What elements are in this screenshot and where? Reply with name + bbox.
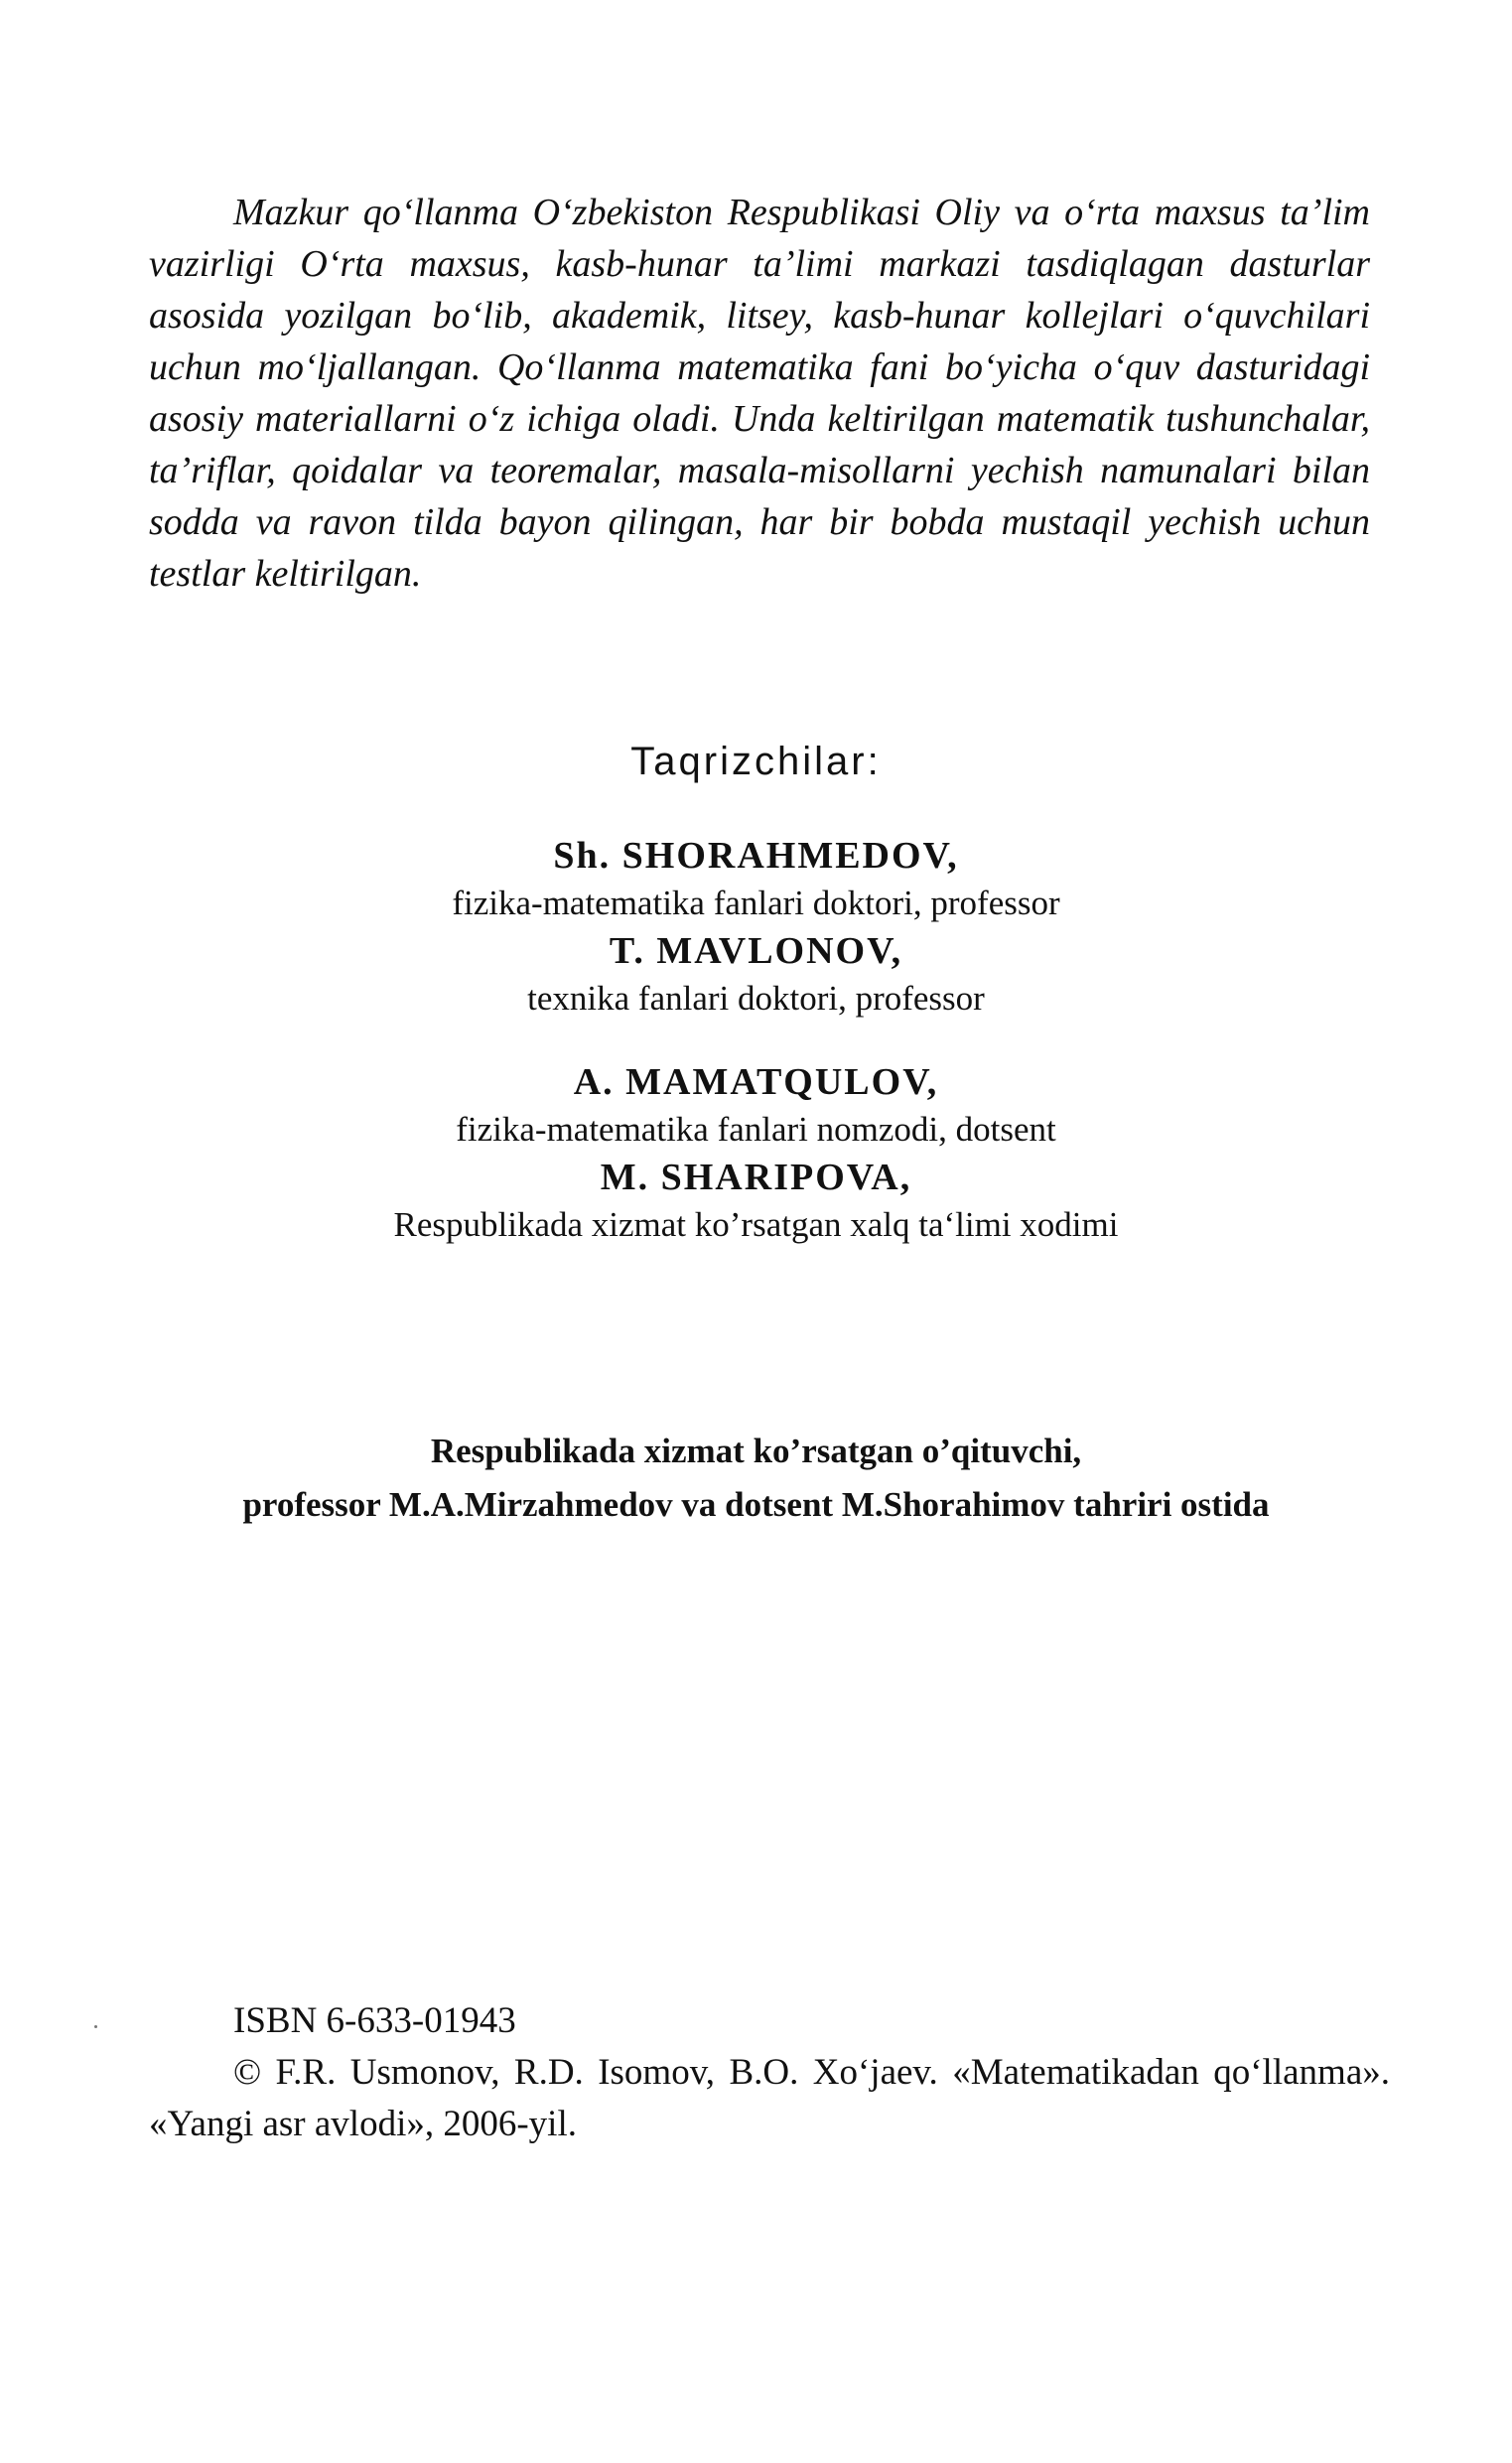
reviewer-title: fizika-matematika fanlari nomzodi, dotsent	[456, 1110, 1056, 1149]
reviewer-name: M. SHARIPOVA,	[600, 1157, 912, 1198]
editors-line: Respublikada xizmat ko’rsatgan o’qituvchi,	[430, 1432, 1082, 1470]
reviewers-heading: Taqrizchilar:	[630, 740, 882, 783]
editors-line: professor M.A.Mirzahmedov va dotsent M.Shorahimov tahriri ostida	[242, 1485, 1270, 1524]
reviewer-name: A. MAMATQULOV,	[573, 1061, 939, 1103]
copyright-notice: © F.R. Usmonov, R.D. Isomov, B.O. Xo‘jaev. «Matematikadan qo‘llanma». «Yangi asr avlodi», 2006-yil.	[149, 2052, 1390, 2144]
reviewer-title: Respublikada xizmat ko’rsatgan xalq ta‘limi xodimi	[393, 1205, 1119, 1244]
isbn: ISBN 6-633-01943	[233, 2000, 516, 2041]
reviewer-name: Sh. SHORAHMEDOV,	[553, 835, 959, 877]
abstract-paragraph: Mazkur qo‘llanma O‘zbekiston Respublikasi Oliy va o‘rta maxsus ta’lim vazirligi O‘rta maxsus, kasb-hunar ta’limi markazi tasdiqlagan dasturlar asosida yozilgan bo‘lib, akademik, litsey, kasb-hunar kollejlari o‘quvchilari uchun mo‘ljallangan. Qo‘llanma matematika fani bo‘yicha o‘quv dasturidagi asosiy materiallarni o‘z ichiga oladi. Unda keltirilgan matematik tushunchalar, ta’riflar, qoidalar va teoremalar, masala-misollarni yechish namunalari bilan sodda va ravon tilda bayon qilingan, har bir bobda mustaqil yechish uchun testlar keltirilgan.	[149, 192, 1370, 595]
reviewers-list	[0, 832, 1512, 1249]
reviewer-title: texnika fanlari doktori, professor	[527, 979, 985, 1018]
spacer	[0, 1023, 1512, 1058]
reviewer-title: fizika-matematika fanlari doktori, professor	[452, 884, 1060, 922]
scan-speck	[94, 2025, 97, 2028]
isbn-block	[149, 1995, 1390, 2150]
reviewer-name: T. MAVLONOV,	[609, 930, 903, 972]
editors-note	[0, 1425, 1512, 1532]
